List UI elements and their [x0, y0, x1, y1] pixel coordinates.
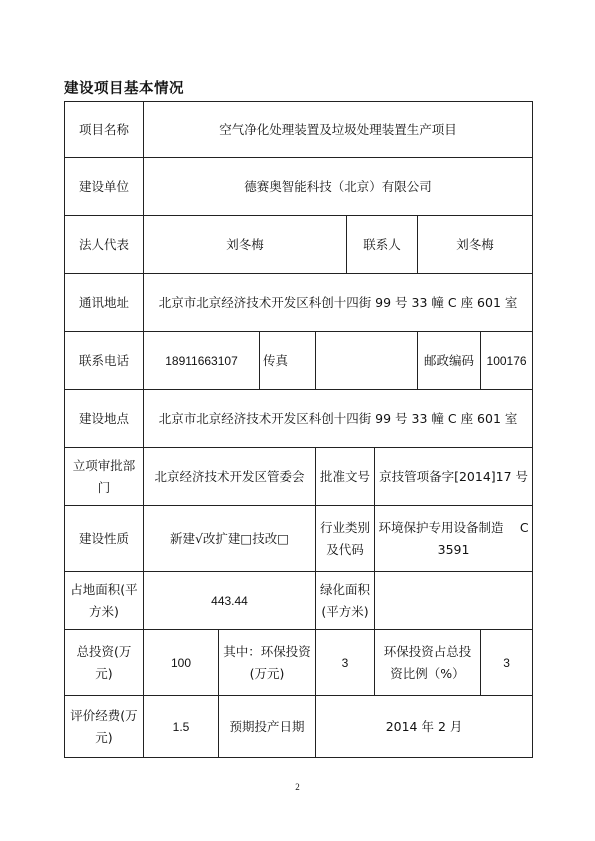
row-site [65, 390, 533, 448]
value-area: 443.44 [144, 572, 316, 630]
value-production-date: 2014 年 2 月 [316, 696, 533, 758]
value-site: 北京市北京经济技术开发区科创十四街 99 号 33 幢 C 座 601 室 [144, 390, 533, 448]
value-industry: 环境保护专用设备制造 C 3591 [375, 506, 533, 572]
project-info-table [64, 101, 533, 758]
label-investment: 总投资(万元) [65, 630, 144, 696]
value-nature: 新建√改扩建□技改□ [144, 506, 316, 572]
row-unit [65, 158, 533, 216]
label-approval: 立项审批部门 [65, 448, 144, 506]
value-fax [316, 332, 418, 390]
label-evaluation: 评价经费(万元) [65, 696, 144, 758]
row-nature [65, 506, 533, 572]
value-env-investment: 3 [316, 630, 375, 696]
value-env-ratio: 3 [481, 630, 533, 696]
value-unit: 德赛奥智能科技（北京）有限公司 [144, 158, 533, 216]
label-fax: 传真 [260, 332, 316, 390]
value-evaluation: 1.5 [144, 696, 219, 758]
label-unit: 建设单位 [65, 158, 144, 216]
row-phone [65, 332, 533, 390]
value-phone: 18911663107 [144, 332, 260, 390]
label-contact: 联系人 [347, 216, 418, 274]
row-investment [65, 630, 533, 696]
value-postal: 100176 [481, 332, 533, 390]
row-approval [65, 448, 533, 506]
value-investment: 100 [144, 630, 219, 696]
page-number: 2 [295, 782, 300, 792]
label-site: 建设地点 [65, 390, 144, 448]
row-evaluation [65, 696, 533, 758]
label-production-date: 预期投产日期 [219, 696, 316, 758]
label-legal: 法人代表 [65, 216, 144, 274]
section-title: 建设项目基本情况 [64, 81, 184, 97]
label-project-name: 项目名称 [65, 102, 144, 158]
label-green: 绿化面积(平方米) [316, 572, 375, 630]
label-area: 占地面积(平方米) [65, 572, 144, 630]
label-nature: 建设性质 [65, 506, 144, 572]
row-address [65, 274, 533, 332]
row-legal [65, 216, 533, 274]
value-legal: 刘冬梅 [144, 216, 347, 274]
value-contact: 刘冬梅 [418, 216, 533, 274]
label-env-investment: 其中：环保投资(万元) [219, 630, 316, 696]
label-industry: 行业类别及代码 [316, 506, 375, 572]
value-green [375, 572, 533, 630]
value-approval-doc: 京技管项备字[2014]17 号 [375, 448, 533, 506]
row-area [65, 572, 533, 630]
label-postal: 邮政编码 [418, 332, 481, 390]
value-approval: 北京经济技术开发区管委会 [144, 448, 316, 506]
label-address: 通讯地址 [65, 274, 144, 332]
row-project-name [65, 102, 533, 158]
label-env-ratio: 环保投资占总投资比例（%） [375, 630, 481, 696]
label-phone: 联系电话 [65, 332, 144, 390]
value-project-name: 空气净化处理装置及垃圾处理装置生产项目 [144, 102, 533, 158]
label-approval-doc: 批准文号 [316, 448, 375, 506]
value-address: 北京市北京经济技术开发区科创十四街 99 号 33 幢 C 座 601 室 [144, 274, 533, 332]
